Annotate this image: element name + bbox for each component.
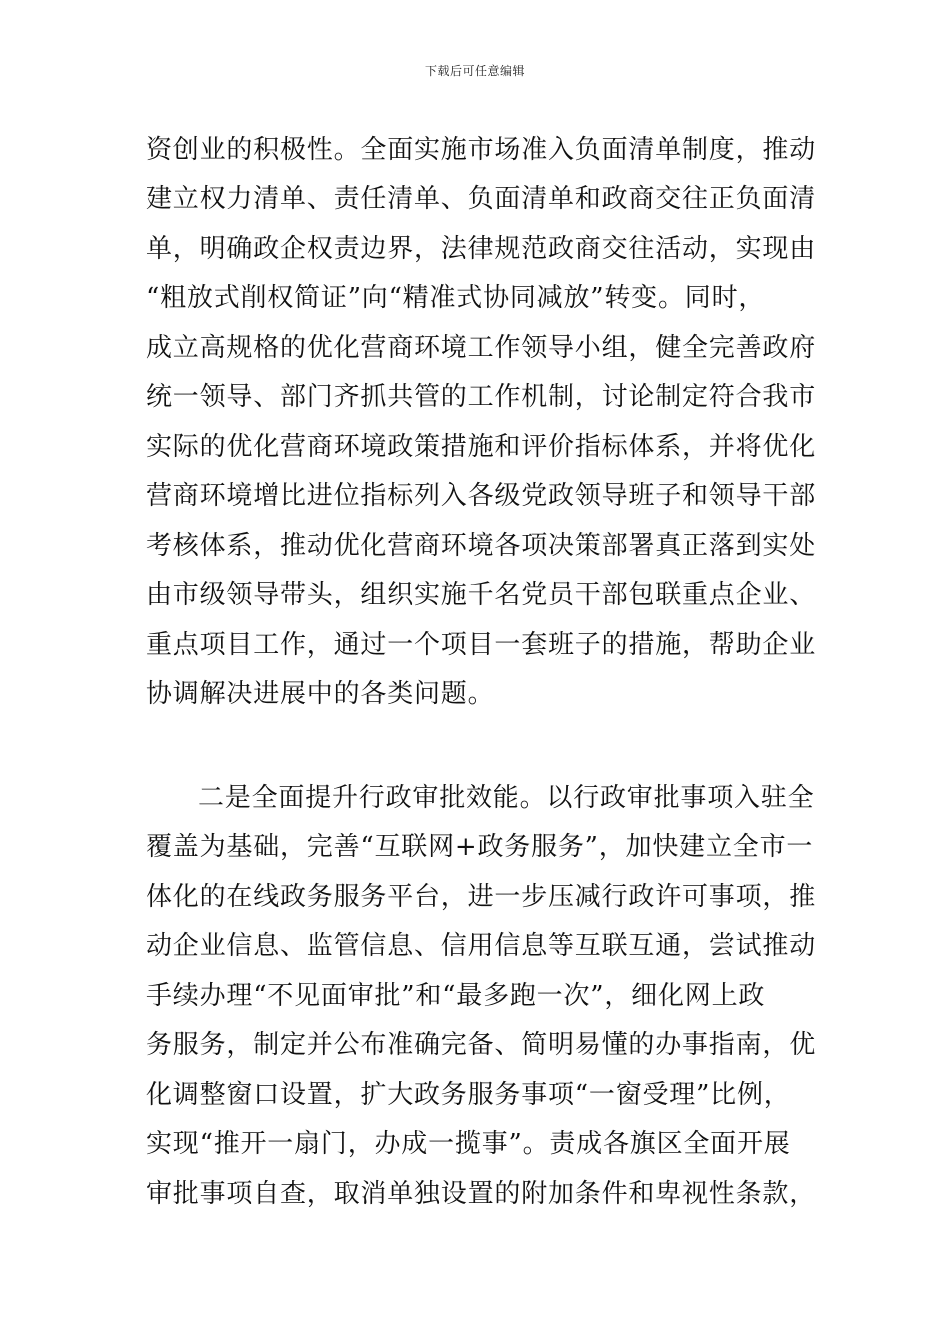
text-line: 手续办理“不见面审批”和“最多跑一次”，细化网上政 xyxy=(146,981,766,1011)
text-line: 考核体系，推动优化营商环境各项决策部署真正落到实处 xyxy=(146,531,817,561)
text-line: 单，明确政企权责边界，法律规范政商交往活动，实现由 xyxy=(146,234,817,264)
text-line: 建立权力清单、责任清单、负面清单和政商交往正负面清 xyxy=(146,184,817,214)
text-line: 协调解决进展中的各类问题。 xyxy=(146,679,495,709)
text-line: 资创业的积极性。全面实施市场准入负面清单制度，推动 xyxy=(146,135,817,165)
text-line: 务服务，制定并公布准确完备、简明易懂的办事指南，优 xyxy=(146,1030,817,1060)
text-line: 审批事项自查，取消单独设置的附加条件和卑视性条款， xyxy=(146,1179,817,1209)
text-line: 化调整窗口设置，扩大政务服务事项“一窗受理”比例， xyxy=(146,1080,791,1110)
text-line: 覆盖为基础，完善“互联网+政务服务”，加快建立全市一 xyxy=(146,832,814,862)
text-line: 二是全面提升行政审批效能。以行政审批事项入驻全 xyxy=(198,783,815,813)
text-line: 重点项目工作，通过一个项目一套班子的措施，帮助企业 xyxy=(146,630,817,660)
text-line: 实际的优化营商环境政策措施和评价指标体系，并将优化 xyxy=(146,432,817,462)
page-header: 下载后可任意编辑 xyxy=(424,64,525,78)
text-line: 统一领导、部门齐抓共管的工作机制，讨论制定符合我市 xyxy=(146,382,817,412)
text-line: 营商环境增比进位指标列入各级党政领导班子和领导干部 xyxy=(146,481,817,511)
text-line: 体化的在线政务服务平台，进一步压减行政许可事项，推 xyxy=(146,882,817,912)
text-line: 由市级领导带头，组织实施千名党员干部包联重点企业、 xyxy=(146,580,817,610)
text-line: “粗放式削权简证”向“精准式协同减放”转变。同时， xyxy=(146,283,766,313)
text-line: 成立高规格的优化营商环境工作领导小组，健全完善政府 xyxy=(146,333,817,363)
text-line: 动企业信息、监管信息、信用信息等互联互通，尝试推动 xyxy=(146,931,817,961)
text-line: 实现“推开一扇门，办成一揽事”。责成各旗区全面开展 xyxy=(146,1129,791,1159)
